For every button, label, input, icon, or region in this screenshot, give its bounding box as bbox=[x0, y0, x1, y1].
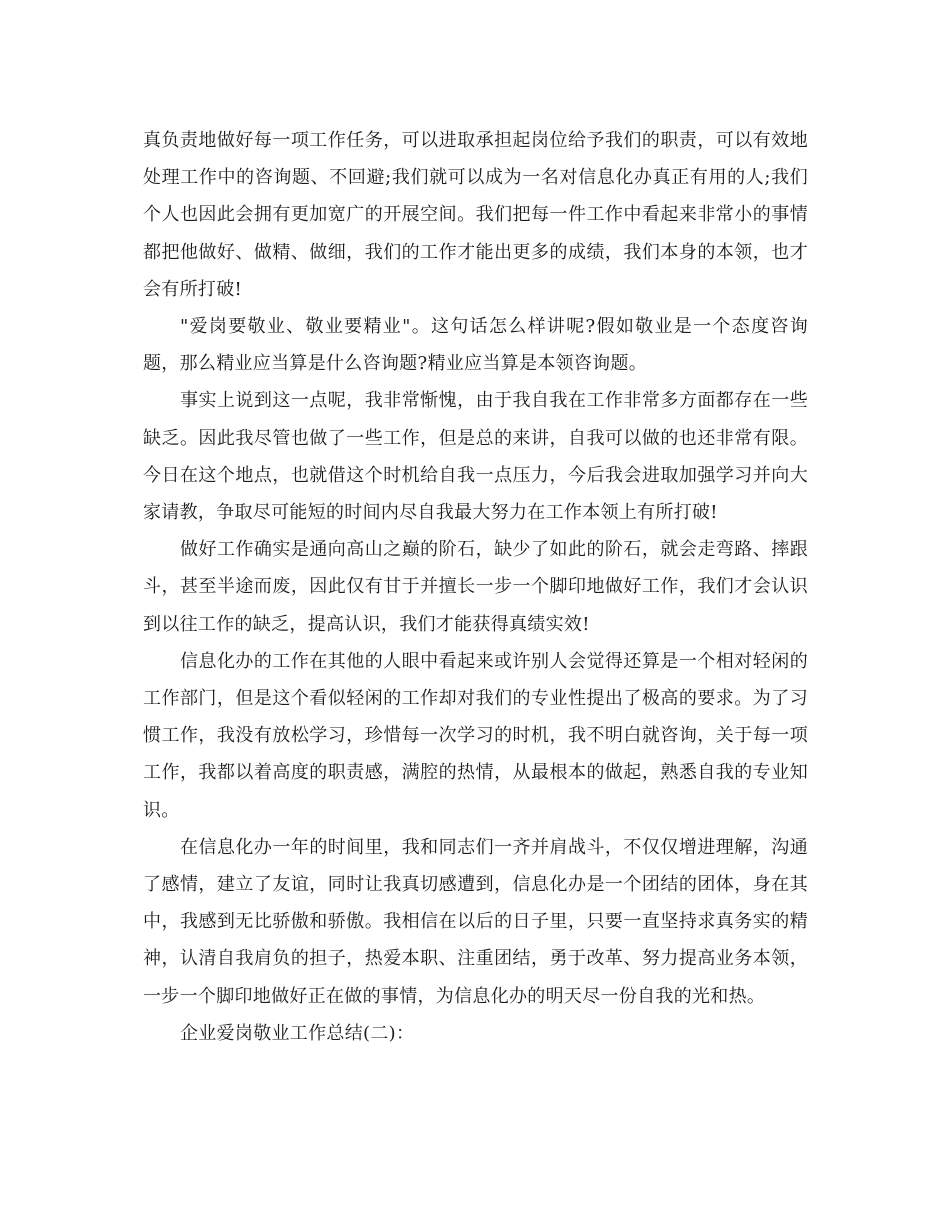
section-heading: 企业爱岗敬业工作总结(二)： bbox=[180, 1022, 415, 1044]
paragraph-4: 做好工作确实是通向高山之巅的阶石，缺少了如此的阶石，就会走弯路、摔跟斗，甚至半途而废，因此仅有甘于并擅长一步一个脚印地做好工作，我们才会认识到以往工作的缺乏，提高认识，我们才能获得真绩实效! bbox=[143, 539, 808, 635]
paragraph-6: 在信息化办一年的时间里，我和同志们一齐并肩战斗，不仅仅增进理解，沟通了感情，建立了友谊，同时让我真切感遭到，信息化办是一个团结的团体，身在其中，我感到无比骄傲和骄傲。我相信在以后的日子里，只要一直坚持求真务实的精神，认清自我肩负的担子，热爱本职、注重团结，勇于改革、努力提高业务本领，一步一个脚印地做好正在做的事情，为信息化办的明天尽一份自我的光和热。 bbox=[143, 836, 808, 1007]
paragraph-3: 事实上说到这一点呢，我非常惭愧，由于我自我在工作非常多方面都存在一些缺乏。因此我尽管也做了一些工作，但是总的来讲，自我可以做的也还非常有限。今日在这个地点，也就借这个时机给自我一点压力，今后我会进取加强学习并向大家请教，争取尽可能短的时间内尽自我最大努力在工作本领上有所打破! bbox=[143, 390, 808, 524]
paragraph-1: 真负责地做好每一项工作任务，可以进取承担起岗位给予我们的职责，可以有效地处理工作中的咨询题、不回避;我们就可以成为一名对信息化办真正有用的人;我们个人也因此会拥有更加宽广的开展空间。我们把每一件工作中看起来非常小的事情都把他做好、做精、做细，我们的工作才能出更多的成绩，我们本身的本领，也才会有所打破! bbox=[143, 130, 808, 300]
document-page bbox=[143, 122, 808, 1052]
paragraph-2: "爱岗要敬业、敬业要精业"。这句话怎么样讲呢?假如敬业是一个态度咨询题，那么精业应当算是什么咨询题?精业应当算是本领咨询题。 bbox=[143, 316, 808, 375]
paragraph-5: 信息化办的工作在其他的人眼中看起来或许别人会觉得还算是一个相对轻闲的工作部门，但是这个看似轻闲的工作却对我们的专业性提出了极高的要求。为了习惯工作，我没有放松学习，珍惜每一次学习的时机，我不明白就咨询，关于每一项工作，我都以着高度的职责感，满腔的热情，从最根本的做起，熟悉自我的专业知识。 bbox=[143, 650, 808, 821]
